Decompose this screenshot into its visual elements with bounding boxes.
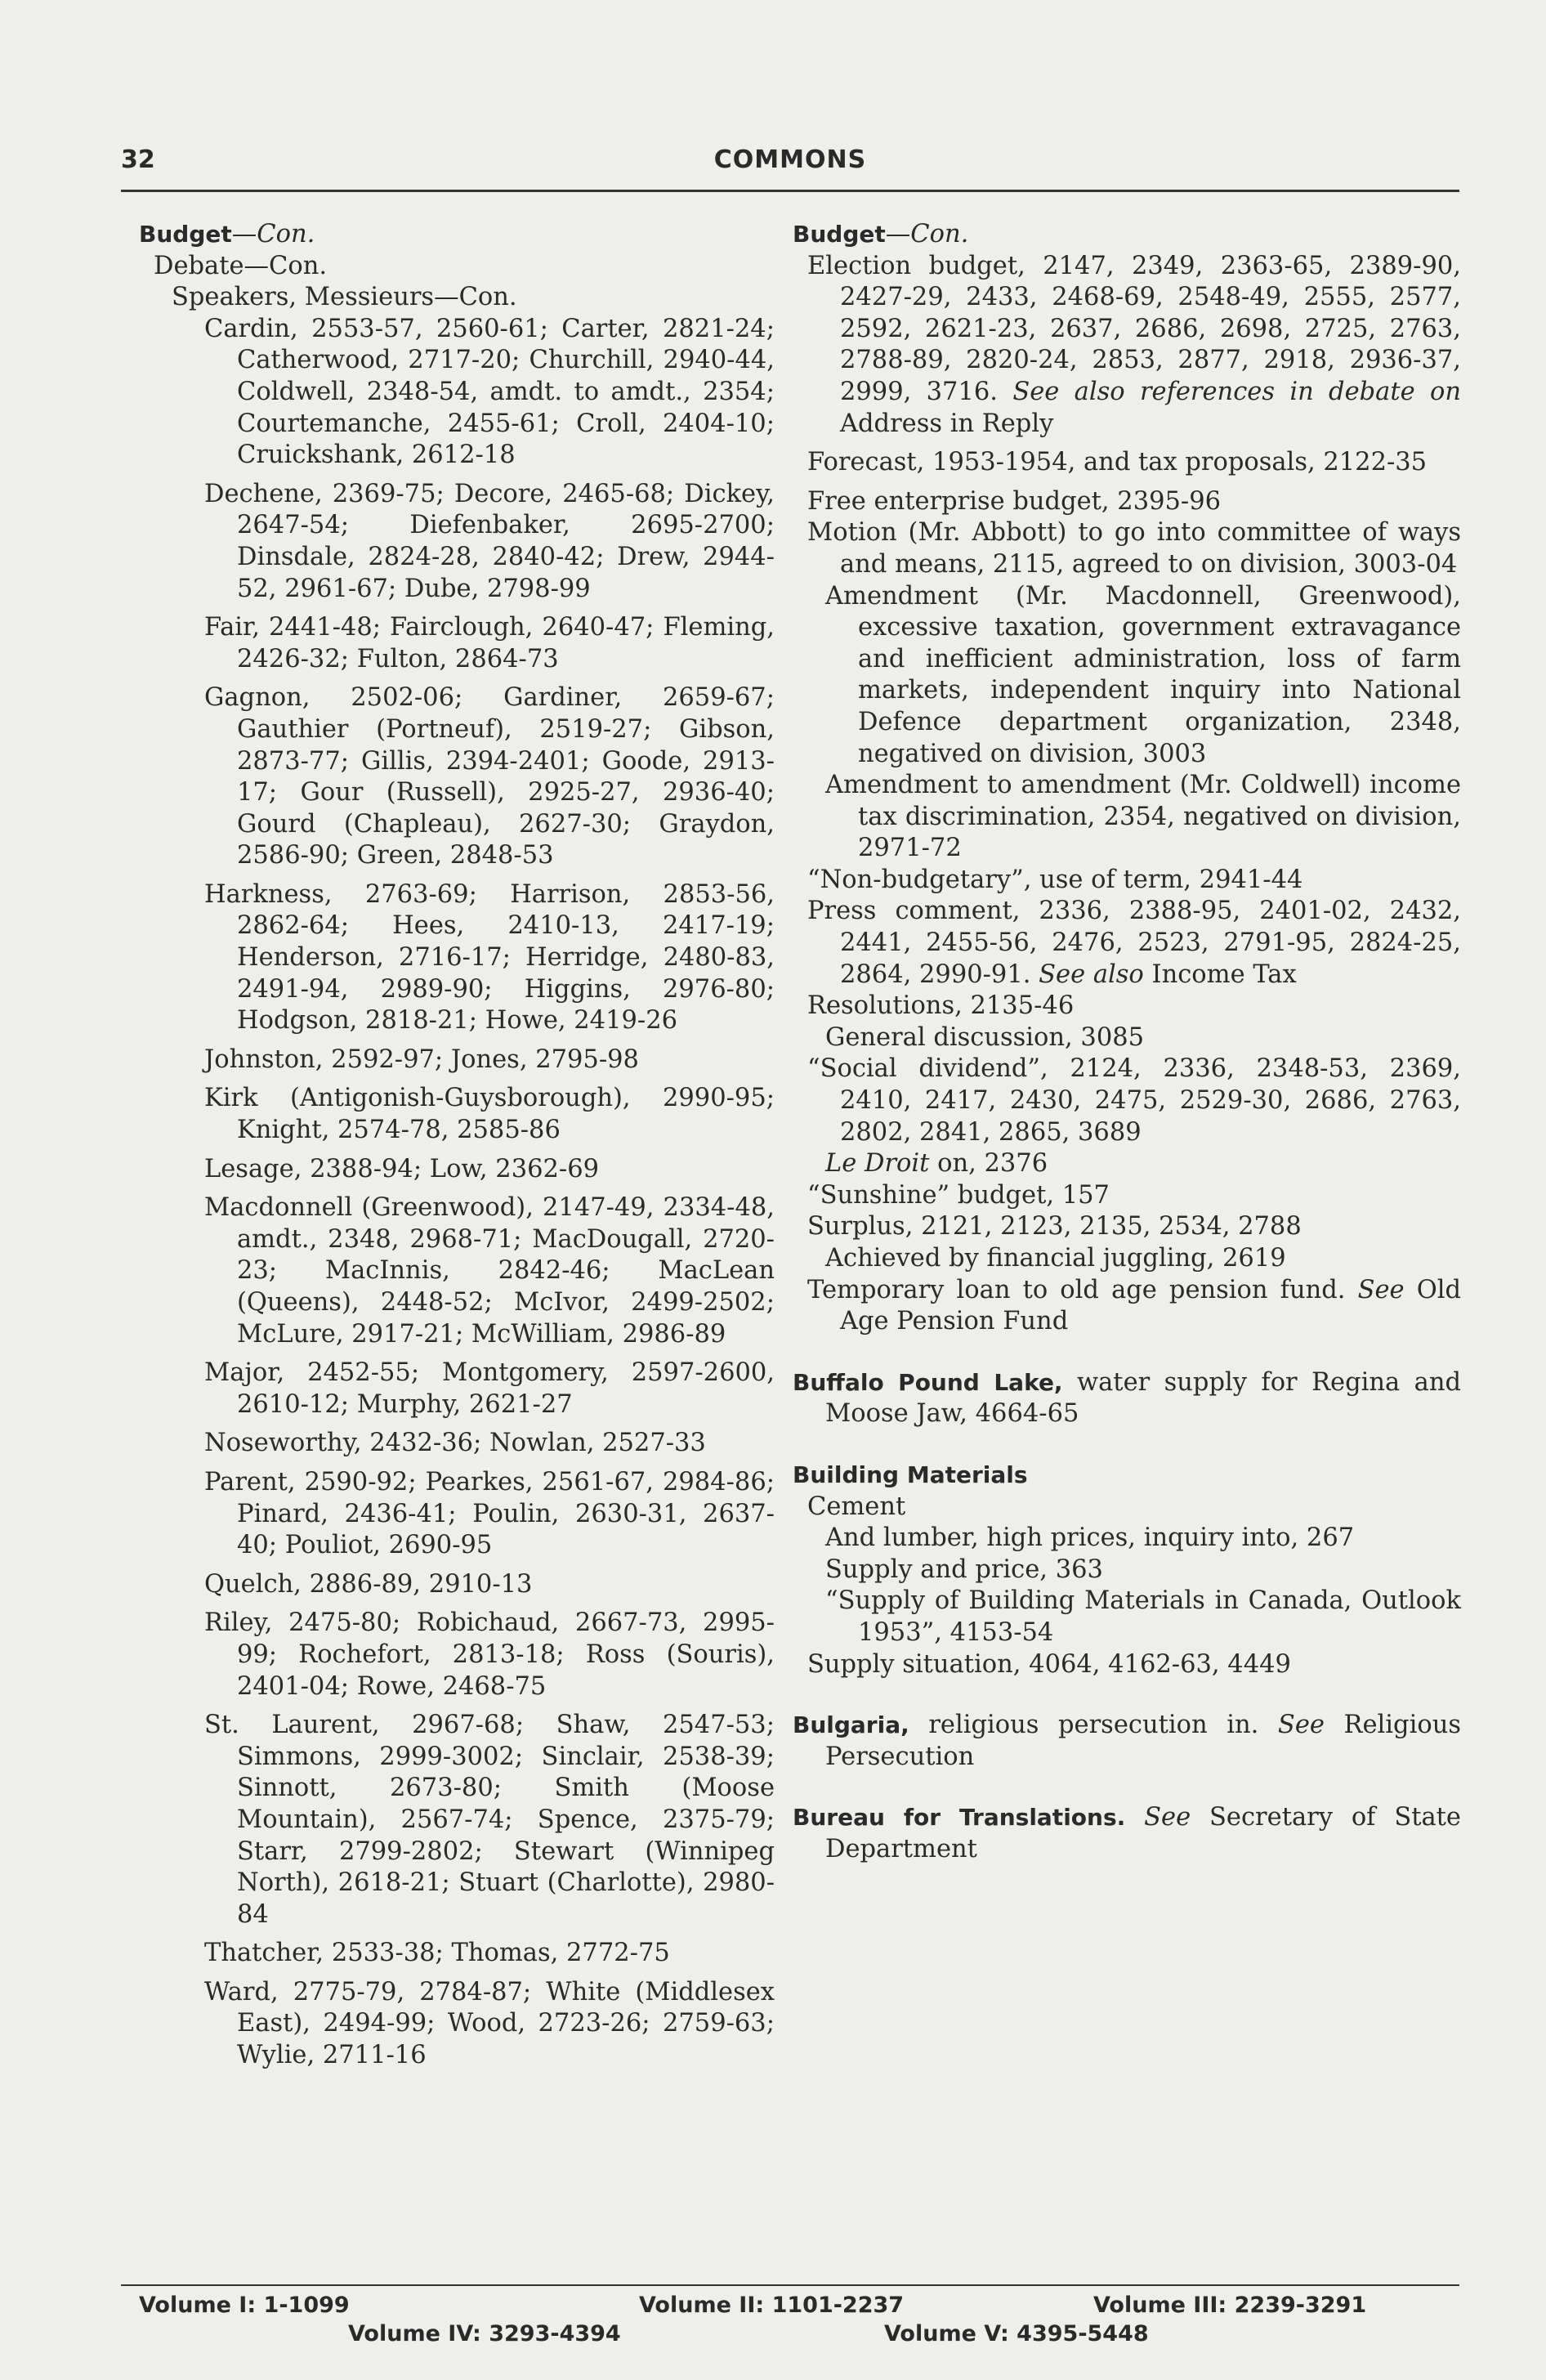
index-entry-non-budgetary: “Non-budgetary”, use of term, 2941-44	[807, 865, 1303, 894]
header-rule	[121, 190, 1459, 192]
index-entry-motion: Motion (Mr. Abbott) to go into committee of ways and means, 2115, agreed to on division, 3003-04	[807, 518, 1461, 579]
speaker-entry: Major, 2452-55; Montgomery, 2597-2600, 2610-12; Murphy, 2621-27	[204, 1358, 775, 1419]
page-header	[121, 145, 1459, 186]
index-entry-free-enterprise: Free enterprise budget, 2395-96	[807, 486, 1222, 516]
index-entry-bulgaria: Bulgaria, religious persecution in. See Religious Persecution	[793, 1711, 1461, 1771]
index-entry-temporary-loan: Temporary loan to old age pension fund. See Old Age Pension Fund	[807, 1275, 1462, 1336]
index-entry-buffalo-pound-lake: Buffalo Pound Lake, water supply for Regina and Moose Jaw, 4664-65	[793, 1367, 1461, 1429]
left-heading: Budget—Con.	[139, 220, 315, 248]
right-column	[793, 219, 1461, 1873]
speaker-entry: Macdonnell (Greenwood), 2147-49, 2334-48, amdt., 2348, 2968-71; MacDougall, 2720-23; MacInnis, 2842-46; MacLean (Queens), 2448-52; McIvor, 2499-2502; McLure, 2917-21; McWilliam, 2986-89	[204, 1193, 775, 1349]
volume-2-range: Volume II: 1101-2237	[639, 2293, 905, 2318]
speaker-entry: Kirk (Antigonish-Guysborough), 2990-95; Knight, 2574-78, 2585-86	[204, 1084, 775, 1145]
speaker-entry: Lesage, 2388-94; Low, 2362-69	[204, 1154, 600, 1183]
page-number: 32	[121, 145, 155, 174]
index-entry-supply-report: “Supply of Building Materials in Canada, Outlook 1953”, 4153-54	[825, 1586, 1461, 1647]
index-entry-social-dividend: “Social dividend”, 2124, 2336, 2348-53, 2369, 2410, 2417, 2430, 2475, 2529-30, 2686, 2763, 2802, 2841, 2865, 3689	[807, 1054, 1461, 1147]
index-entry-bureau-for-translations: Bureau for Translations. See Secretary of State Department	[793, 1803, 1461, 1863]
speaker-entry: Riley, 2475-80; Robichaud, 2667-73, 2995-99; Rochefort, 2813-18; Ross (Souris), 2401-04; Rowe, 2468-75	[204, 1608, 775, 1701]
index-entry-amendment-to-amendment: Amendment to amendment (Mr. Coldwell) income tax discrimination, 2354, negatived on division, 2971-72	[825, 771, 1461, 863]
index-entry-press-comment: Press comment, 2336, 2388-95, 2401-02, 2432, 2441, 2455-56, 2476, 2523, 2791-95, 2824-25, 2864, 2990-91. See also Income Tax	[807, 897, 1461, 989]
speaker-entry: Noseworthy, 2432-36; Nowlan, 2527-33	[204, 1429, 706, 1458]
index-entry-election-budget: Election budget, 2147, 2349, 2363-65, 2389-90, 2427-29, 2433, 2468-69, 2548-49, 2555, 2577, 2592, 2621-23, 2637, 2686, 2698, 2725, 2763, 2788-89, 2820-24, 2853, 2877, 2918, 2936-37, 2999, 3716. See also references in debate on Address in Reply	[807, 251, 1461, 438]
index-entry-forecast: Forecast, 1953-1954, and tax proposals, 2122-35	[807, 448, 1428, 477]
index-entry-achieved: Achieved by financial juggling, 2619	[825, 1244, 1286, 1273]
index-entry-resolutions: Resolutions, 2135-46	[807, 991, 1075, 1021]
index-entry-surplus: Surplus, 2121, 2123, 2135, 2534, 2788	[807, 1212, 1302, 1241]
speaker-entry: Parent, 2590-92; Pearkes, 2561-67, 2984-86; Pinard, 2436-41; Poulin, 2630-31, 2637-40; Pouliot, 2690-95	[204, 1467, 775, 1560]
index-heading-building-materials: Building Materials	[793, 1461, 1028, 1488]
speaker-entry: Ward, 2775-79, 2784-87; White (Middlesex East), 2494-99; Wood, 2723-26; 2759-63; Wylie, 2711-16	[204, 1977, 775, 2070]
index-entry-sunshine: “Sunshine” budget, 157	[807, 1180, 1110, 1210]
speaker-entry: St. Laurent, 2967-68; Shaw, 2547-53; Simmons, 2999-3002; Sinclair, 2538-39; Sinnott, 2673-80; Smith (Moose Mountain), 2567-74; Spence, 2375-79; Starr, 2799-2802; Stewart (Winnipeg North), 2618-21; Stuart (Charlotte), 2980-84	[204, 1711, 775, 1929]
index-entry-general-discussion: General discussion, 3085	[825, 1022, 1145, 1052]
index-entry-cement: Cement	[807, 1492, 906, 1521]
index-entry-supply-price: Supply and price, 363	[825, 1555, 1103, 1584]
speaker-entry: Harkness, 2763-69; Harrison, 2853-56, 2862-64; Hees, 2410-13, 2417-19; Henderson, 2716-17; Herridge, 2480-83, 2491-94, 2989-90; Higgins, 2976-80; Hodgson, 2818-21; Howe, 2419-26	[204, 879, 775, 1036]
running-head: COMMONS	[713, 145, 867, 174]
index-entry-amendment: Amendment (Mr. Macdonnell, Greenwood), excessive taxation, government extravagance and inefficient administration, loss of farm markets, independent inquiry into National Defence department organization, 2348, negatived on division, 3003	[825, 581, 1461, 768]
left-column	[139, 219, 775, 2079]
speaker-entry: Quelch, 2886-89, 2910-13	[204, 1569, 533, 1599]
footer-rule	[121, 2284, 1459, 2286]
volume-4-range: Volume IV: 3293-4394	[348, 2321, 621, 2346]
debate-subheading: Debate—Con.	[154, 251, 328, 280]
speakers-subheading: Speakers, Messieurs—Con.	[172, 283, 517, 312]
index-entry-supply-situation: Supply situation, 4064, 4162-63, 4449	[807, 1649, 1291, 1679]
speaker-entry: Fair, 2441-48; Fairclough, 2640-47; Fleming, 2426-32; Fulton, 2864-73	[204, 613, 775, 673]
volume-3-range: Volume III: 2239-3291	[1093, 2293, 1367, 2318]
index-entry-le-droit: Le Droit on, 2376	[825, 1149, 1048, 1179]
index-entry-lumber: And lumber, high prices, inquiry into, 267	[825, 1523, 1355, 1553]
volume-5-range: Volume V: 4395-5448	[884, 2321, 1149, 2346]
speaker-entry: Thatcher, 2533-38; Thomas, 2772-75	[204, 1939, 670, 1968]
speaker-entry: Cardin, 2553-57, 2560-61; Carter, 2821-24; Catherwood, 2717-20; Churchill, 2940-44, Coldwell, 2348-54, amdt. to amdt., 2354; Courtemanche, 2455-61; Croll, 2404-10; Cruickshank, 2612-18	[204, 314, 775, 470]
speaker-entry: Gagnon, 2502-06; Gardiner, 2659-67; Gauthier (Portneuf), 2519-27; Gibson, 2873-77; Gillis, 2394-2401; Goode, 2913-17; Gour (Russell), 2925-27, 2936-40; Gourd (Chapleau), 2627-30; Graydon, 2586-90; Green, 2848-53	[204, 683, 775, 870]
right-heading: Budget—Con.	[793, 220, 969, 248]
speaker-entry: Dechene, 2369-75; Decore, 2465-68; Dickey, 2647-54; Diefenbaker, 2695-2700; Dinsdale, 2824-28, 2840-42; Drew, 2944-52, 2961-67; Dube, 2798-99	[204, 479, 775, 603]
volume-1-range: Volume I: 1-1099	[139, 2293, 350, 2318]
speaker-entry: Johnston, 2592-97; Jones, 2795-98	[204, 1045, 639, 1074]
